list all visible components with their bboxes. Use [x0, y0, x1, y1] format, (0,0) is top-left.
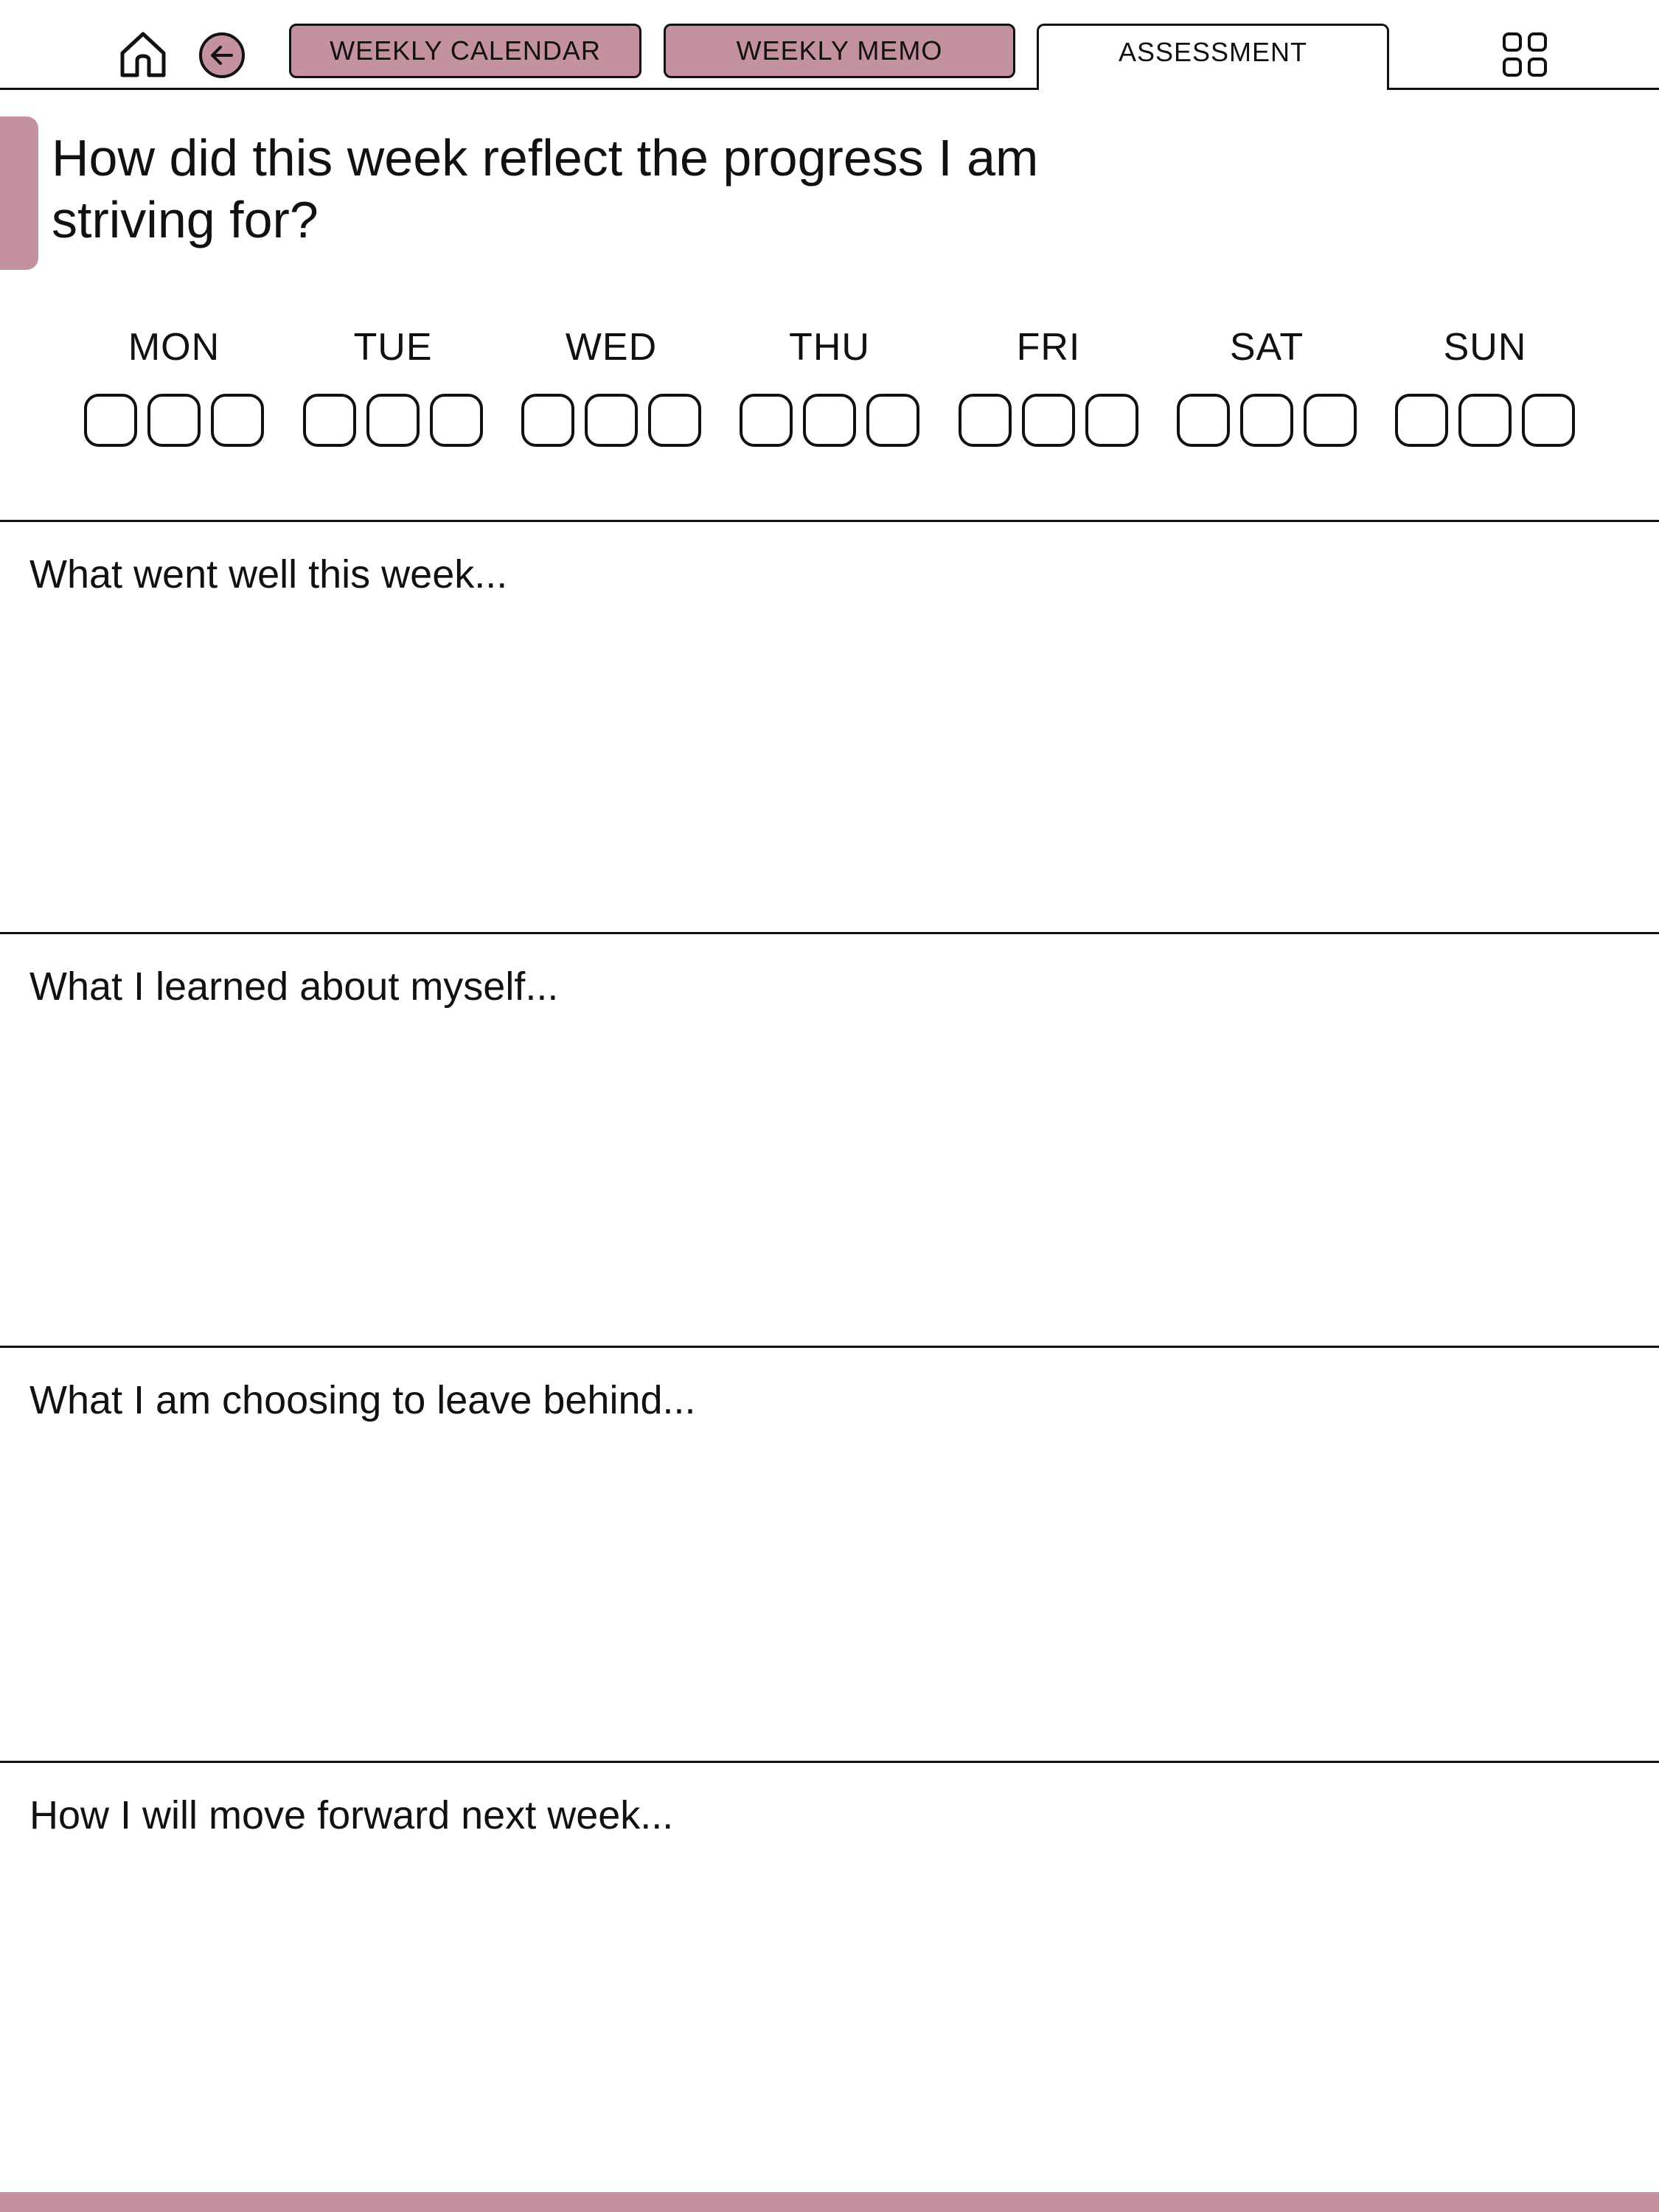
- day-label: WED: [565, 326, 658, 369]
- section-move-forward[interactable]: [0, 1761, 1659, 2192]
- grid-menu-icon[interactable]: [1501, 31, 1548, 78]
- section-prompt: How I will move forward next week...: [29, 1793, 674, 1837]
- checkbox[interactable]: [1458, 394, 1512, 447]
- day-mon: [82, 321, 266, 447]
- day-label: MON: [128, 326, 220, 369]
- checkbox[interactable]: [803, 394, 856, 447]
- checkbox[interactable]: [1177, 394, 1230, 447]
- day-label: SUN: [1443, 326, 1527, 369]
- tab-weekly-calendar[interactable]: WEEKLY CALENDAR: [289, 24, 641, 78]
- day-label: SAT: [1229, 326, 1304, 369]
- checkbox[interactable]: [303, 394, 356, 447]
- checkbox[interactable]: [866, 394, 919, 447]
- day-label: THU: [789, 326, 870, 369]
- checkbox[interactable]: [585, 394, 638, 447]
- checkbox[interactable]: [740, 394, 793, 447]
- checkbox[interactable]: [1395, 394, 1448, 447]
- section-leave-behind[interactable]: [0, 1346, 1659, 1762]
- section-went-well[interactable]: [0, 520, 1659, 933]
- day-label: TUE: [353, 326, 433, 369]
- bottom-accent-bar: [0, 2192, 1659, 2212]
- checkbox[interactable]: [1304, 394, 1357, 447]
- day-wed: [519, 321, 703, 447]
- arrow-left-circle-icon[interactable]: [198, 31, 246, 80]
- home-icon[interactable]: [116, 28, 170, 81]
- tab-weekly-memo[interactable]: WEEKLY MEMO: [664, 24, 1015, 78]
- checkbox[interactable]: [1022, 394, 1075, 447]
- day-sun: [1393, 321, 1577, 447]
- checkbox[interactable]: [521, 394, 574, 447]
- day-label: FRI: [1016, 326, 1081, 369]
- section-prompt: What went well this week...: [29, 552, 508, 597]
- checkbox[interactable]: [147, 394, 201, 447]
- day-tue: [301, 321, 485, 447]
- top-navigation: [0, 0, 1659, 90]
- checkbox[interactable]: [1085, 394, 1138, 447]
- day-thu: [737, 321, 922, 447]
- day-sat: [1175, 321, 1359, 447]
- checkbox[interactable]: [959, 394, 1012, 447]
- day-fri: [956, 321, 1141, 447]
- tab-assessment[interactable]: ASSESSMENT: [1037, 24, 1389, 90]
- checkbox[interactable]: [1240, 394, 1293, 447]
- nav-divider: [0, 88, 1659, 90]
- page-title: How did this week reflect the progress I am striving for?: [52, 129, 1039, 248]
- checkbox[interactable]: [211, 394, 264, 447]
- title-accent-bar: [0, 116, 38, 270]
- section-prompt: What I learned about myself...: [29, 964, 559, 1009]
- checkbox[interactable]: [648, 394, 701, 447]
- section-prompt: What I am choosing to leave behind...: [29, 1378, 696, 1422]
- section-learned[interactable]: [0, 932, 1659, 1346]
- day-tracker: [0, 321, 1659, 454]
- checkbox[interactable]: [430, 394, 483, 447]
- checkbox[interactable]: [366, 394, 420, 447]
- checkbox[interactable]: [1522, 394, 1575, 447]
- checkbox[interactable]: [84, 394, 137, 447]
